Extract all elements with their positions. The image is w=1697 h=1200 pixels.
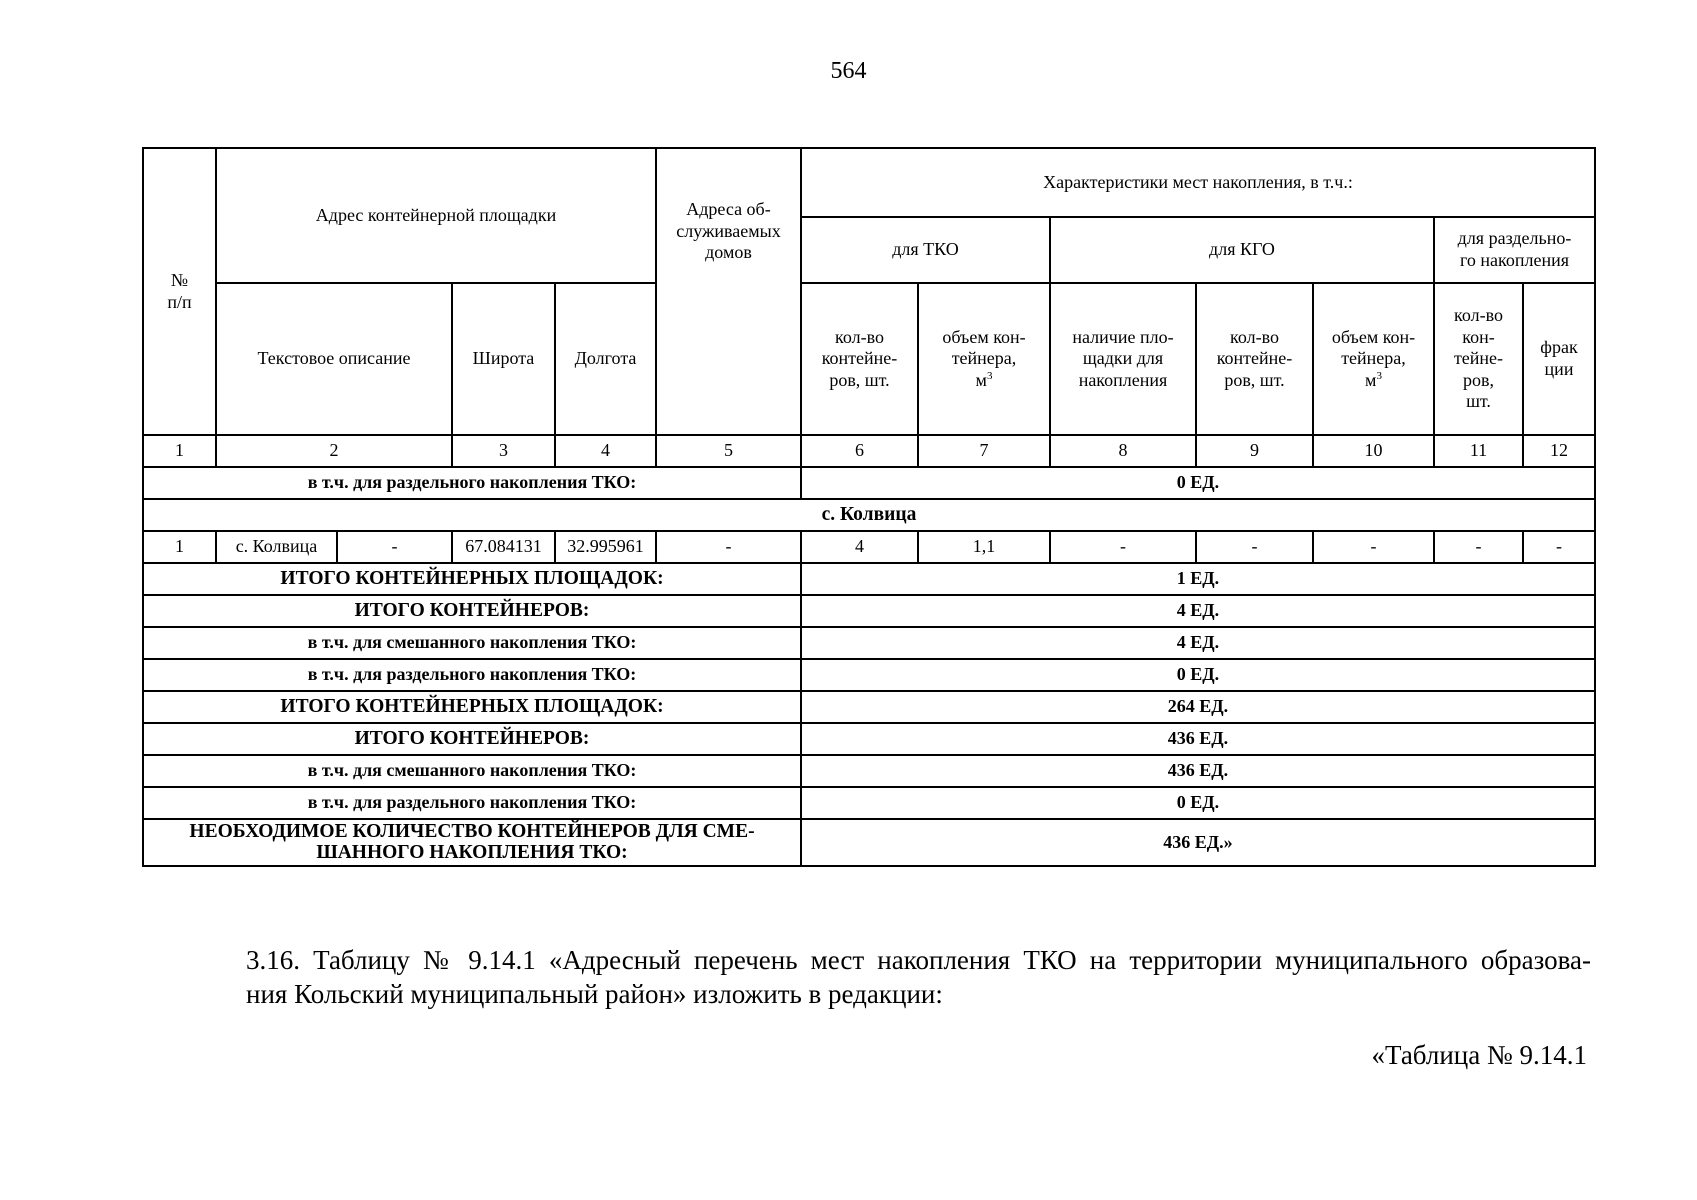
summary-label: ИТОГО КОНТЕЙНЕРНЫХ ПЛОЩАДОК: xyxy=(143,691,801,723)
summary-value: 264 ЕД. xyxy=(801,691,1595,723)
col-number: 10 xyxy=(1313,435,1434,467)
summary-value: 0 ЕД. xyxy=(801,787,1595,819)
cell-separate-fractions: - xyxy=(1523,531,1595,563)
summary-label-final xyxy=(143,819,801,866)
header-num xyxy=(143,148,216,435)
column-numbers-row xyxy=(143,435,1595,467)
summary-label: в т.ч. для смешанного накопления ТКО: xyxy=(143,627,801,659)
col-number: 1 xyxy=(143,435,216,467)
header-c12: фрак ции xyxy=(1523,283,1595,435)
summary-row xyxy=(143,787,1595,819)
header-c11: кол-во кон- тейне- ров, шт. xyxy=(1434,283,1523,435)
summary-value: 1 ЕД. xyxy=(801,563,1595,595)
header-c10 xyxy=(1313,283,1434,435)
cell-tko-count: 4 xyxy=(801,531,918,563)
summary-row xyxy=(143,627,1595,659)
col-number: 7 xyxy=(918,435,1050,467)
summary-row xyxy=(143,467,1595,499)
col-number: 3 xyxy=(452,435,555,467)
col-number: 4 xyxy=(555,435,656,467)
cell-index: 1 xyxy=(143,531,216,563)
page-number: 564 xyxy=(830,58,867,84)
summary-row xyxy=(143,595,1595,627)
summary-label: ИТОГО КОНТЕЙНЕРОВ: xyxy=(143,595,801,627)
col-number: 6 xyxy=(801,435,918,467)
cell-kgo-count: - xyxy=(1196,531,1313,563)
header-num-pp: п/п xyxy=(167,291,192,312)
cell-kgo-site: - xyxy=(1050,531,1196,563)
header-tko: для ТКО xyxy=(801,217,1050,283)
summary-row xyxy=(143,755,1595,787)
summary-value: 4 ЕД. xyxy=(801,627,1595,659)
settlement-row xyxy=(143,499,1595,531)
summary-value: 0 ЕД. xyxy=(801,659,1595,691)
summary-value-final: 436 ЕД.» xyxy=(801,819,1595,866)
header-latitude: Широта xyxy=(452,283,555,435)
col-number: 5 xyxy=(656,435,801,467)
table-caption: «Таблица № 9.14.1 xyxy=(1371,1040,1587,1070)
cell-tko-volume: 1,1 xyxy=(918,531,1050,563)
summary-label: в т.ч. для раздельного накопления ТКО: xyxy=(143,787,801,819)
summary-label: ИТОГО КОНТЕЙНЕРОВ: xyxy=(143,723,801,755)
table-row xyxy=(143,531,1595,563)
header-c7 xyxy=(918,283,1050,435)
cell-latitude: 67.084131 xyxy=(452,531,555,563)
summary-label: в т.ч. для раздельного накопления ТКО: xyxy=(143,659,801,691)
summary-value: 4 ЕД. xyxy=(801,595,1595,627)
header-c8: наличие пло- щадки для накопления xyxy=(1050,283,1196,435)
summary-row xyxy=(143,563,1595,595)
cell-kgo-volume: - xyxy=(1313,531,1434,563)
summary-row xyxy=(143,691,1595,723)
header-row-1 xyxy=(143,148,1595,217)
header-separate: для раздельно- го накопления xyxy=(1434,217,1595,283)
summary-label-final-line2: ШАННОГО НАКОПЛЕНИЯ ТКО: xyxy=(316,841,628,863)
header-characteristics: Характеристики мест накопления, в т.ч.: xyxy=(801,148,1595,217)
summary-value: 0 ЕД. xyxy=(801,467,1595,499)
cell-separate-count: - xyxy=(1434,531,1523,563)
summary-value: 436 ЕД. xyxy=(801,723,1595,755)
header-c10-unit: м xyxy=(1365,369,1377,390)
header-kgo: для КГО xyxy=(1050,217,1434,283)
header-num-symbol: № xyxy=(170,269,189,290)
amendment-paragraph-line1: 3.16. Таблицу № 9.14.1 «Адресный перечень мест накопления ТКО на территории муниципального образова- xyxy=(246,945,1591,975)
header-c9: кол-во контейне- ров, шт. xyxy=(1196,283,1313,435)
header-c7-unit-sup: 3 xyxy=(986,369,993,382)
cell-text-extra: - xyxy=(337,531,452,563)
cell-served-houses: - xyxy=(656,531,801,563)
header-c10-text: объем кон- тейнера, xyxy=(1331,326,1416,369)
cell-longitude: 32.995961 xyxy=(555,531,656,563)
header-c7-text: объем кон- тейнера, xyxy=(942,326,1026,369)
header-c7-unit: м xyxy=(975,369,987,390)
summary-label: в т.ч. для смешанного накопления ТКО: xyxy=(143,755,801,787)
amendment-paragraph-line2: ния Кольский муниципальный район» изложить в редакции: xyxy=(246,979,943,1009)
col-number: 11 xyxy=(1434,435,1523,467)
header-address-text: Текстовое описание xyxy=(216,283,452,435)
settlement-name: с. Колвица xyxy=(143,499,1595,531)
summary-row-final xyxy=(143,819,1595,866)
summary-row xyxy=(143,659,1595,691)
header-address: Адрес контейнерной площадки xyxy=(216,148,656,283)
cell-text-description: с. Колвица xyxy=(216,531,337,563)
summary-label: ИТОГО КОНТЕЙНЕРНЫХ ПЛОЩАДОК: xyxy=(143,563,801,595)
summary-label: в т.ч. для раздельного накопления ТКО: xyxy=(143,467,801,499)
summary-value: 436 ЕД. xyxy=(801,755,1595,787)
summary-row xyxy=(143,723,1595,755)
header-served-houses: Адреса об- служиваемых домов xyxy=(656,148,801,435)
header-c10-unit-sup: 3 xyxy=(1376,369,1382,382)
col-number: 12 xyxy=(1523,435,1595,467)
amendment-paragraph xyxy=(246,943,1591,1011)
col-number: 8 xyxy=(1050,435,1196,467)
containers-table xyxy=(142,147,1596,867)
col-number: 9 xyxy=(1196,435,1313,467)
col-number: 2 xyxy=(216,435,452,467)
header-longitude: Долгота xyxy=(555,283,656,435)
header-c6: кол-во контейне- ров, шт. xyxy=(801,283,918,435)
summary-label-final-line1: НЕОБХОДИМОЕ КОЛИЧЕСТВО КОНТЕЙНЕРОВ ДЛЯ СМЕ- xyxy=(189,821,755,843)
